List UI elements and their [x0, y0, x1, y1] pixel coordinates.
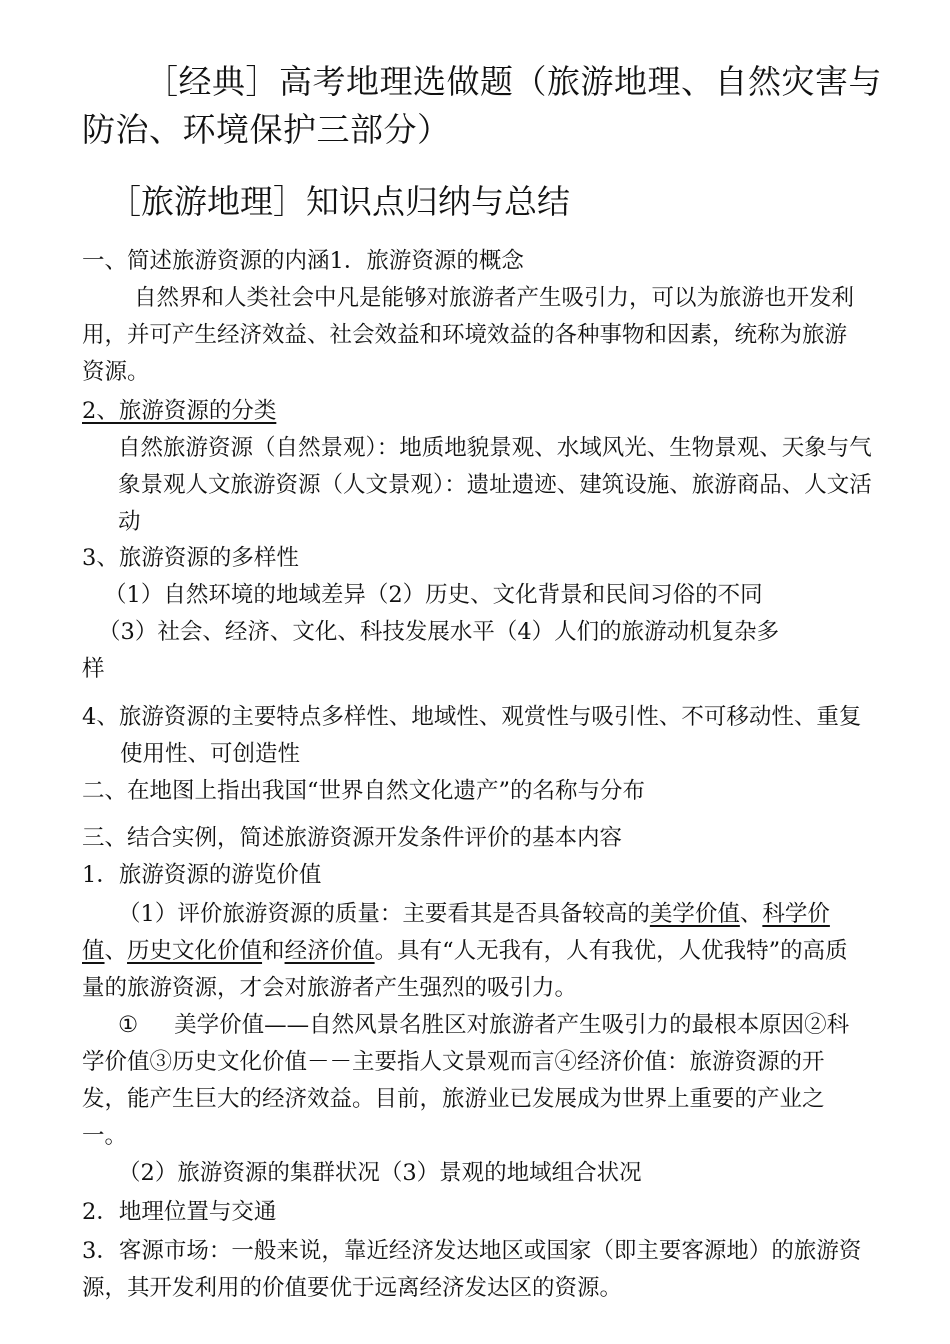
part-2-heading: 二、在地图上指出我国“世界自然文化遗产”的名称与分布 — [82, 778, 646, 804]
part-3-item-1-paragraph-a — [82, 896, 867, 1007]
text-span: 美学价值——自然风景名胜区对旅游者产生吸引力的最根本原因②科学价值③历史文化价值－－主要指人文景观而言④经济价值：旅游资源的开发，能产生巨大的经济效益。目前，旅游业已发展成为世界上重要的产业之一。 — [82, 1012, 850, 1149]
text-span: 。具有“人无我有，人有我优，人优我特”的高质量的旅游资源，才会对旅游者产生强烈的吸引力。 — [82, 938, 848, 1001]
text-span: 、 — [104, 938, 128, 964]
economic-value-term: 经济价值 — [284, 938, 375, 964]
part-3-item-1-paragraph-b — [82, 1007, 867, 1155]
section-2-paragraph: 自然旅游资源（自然景观）：地质地貌景观、水域风光、生物景观、天象与气象景观人文旅游资源（人文景观）：遗址遗迹、建筑设施、旅游商品、人文活动 — [118, 435, 872, 535]
circled-marker: ① — [118, 1012, 139, 1038]
section-3-line-3: 样 — [82, 656, 105, 682]
section-3-heading: 3、旅游资源的多样性 — [82, 545, 299, 571]
part-3-item-3-paragraph: 3．客源市场：一般来说，靠近经济发达地区或国家（即主要客源地）的旅游资源，其开发利用的价值要优于远离经济发达区的资源。 — [82, 1238, 862, 1301]
part-3-heading: 三、结合实例，简述旅游资源开发条件评价的基本内容 — [82, 825, 623, 851]
historical-value-term: 历史文化价值 — [127, 938, 263, 964]
part-3-item-1-heading: 1．旅游资源的游览价值 — [82, 862, 322, 888]
part-3-item-2-heading: 2．地理位置与交通 — [82, 1199, 277, 1225]
section-subtitle: ［旅游地理］知识点归纳与总结 — [108, 182, 570, 221]
section-1-heading: 一、简述旅游资源的内涵1．旅游资源的概念 — [82, 248, 524, 274]
section-2-heading: 2、旅游资源的分类 — [82, 398, 277, 424]
text-span: （1）评价旅游资源的质量：主要看其是否具备较高的 — [118, 901, 650, 927]
text-span: 和 — [262, 938, 285, 964]
document-title: ［经典］高考地理选做题（旅游地理、自然灾害与防治、环境保护三部分） — [82, 62, 882, 149]
text-span: 、 — [739, 901, 763, 927]
section-3-line-2: （3）社会、经济、文化、科技发展水平（4）人们的旅游动机复杂多 — [98, 619, 780, 645]
section-3-line-1: （1）自然环境的地域差异（2）历史、文化背景和民间习俗的不同 — [104, 582, 763, 608]
part-3-item-1-line-c: （2）旅游资源的集群状况（3）景观的地域组合状况 — [118, 1160, 642, 1186]
section-4-paragraph: 4、旅游资源的主要特点多样性、地域性、观赏性与吸引性、不可移动性、重复使用性、可创造性 — [82, 704, 862, 767]
section-1-paragraph: 自然界和人类社会中凡是能够对旅游者产生吸引力，可以为旅游也开发利用，并可产生经济效益、社会效益和环境效益的各种事物和因素，统称为旅游资源。 — [82, 285, 855, 385]
aesthetic-value-term: 美学价值 — [649, 901, 740, 927]
scientific-value-term: 科学价值 — [82, 901, 830, 964]
